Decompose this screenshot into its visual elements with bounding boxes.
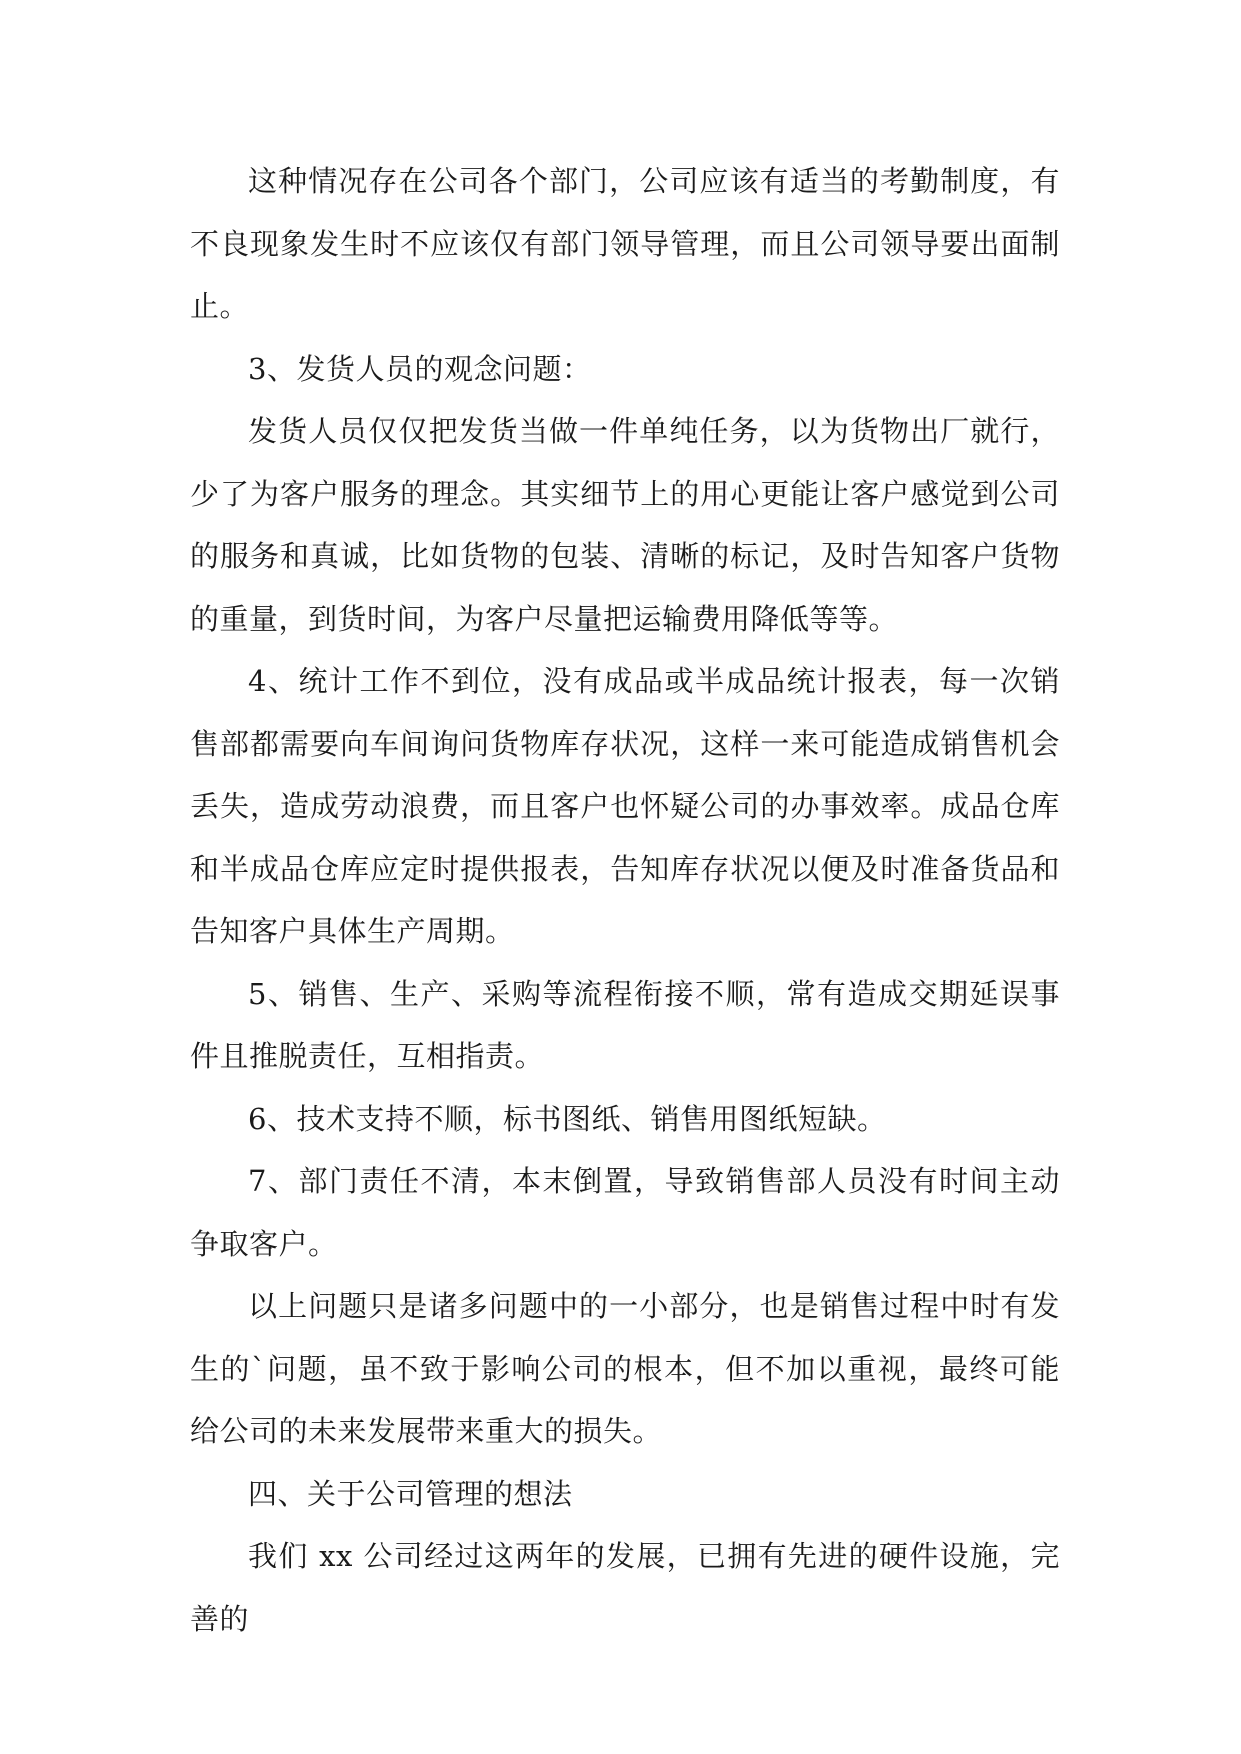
paragraph-technical-support: 6、技术支持不顺，标书图纸、销售用图纸短缺。 [248,1101,887,1136]
paragraph-responsibilities: 7、部门责任不清，本末倒置，导致销售部人员没有时间主动争取客户。 [190,1164,1060,1261]
paragraph-statistics: 4、统计工作不到位，没有成品或半成品统计报表，每一次销售部都需要向车间询问货物库存状况，这样一来可能造成销售机会丢失，造成劳动浪费，而且客户也怀疑公司的办事效率。成品仓库和半成品仓库应定时提供报表，告知库存状况以便及时准备货品和告知客户具体生产周期。 [190,664,1060,948]
document-body [190,150,1060,1650]
paragraph-attendance: 这种情况存在公司各个部门，公司应该有适当的考勤制度，有不良现象发生时不应该仅有部门领导管理，而且公司领导要出面制止。 [190,164,1060,323]
paragraph-company-development: 我们 xx 公司经过这两年的发展，已拥有先进的硬件设施，完善的 [190,1539,1060,1636]
paragraph-process-handover: 5、销售、生产、采购等流程衔接不顺，常有造成交期延误事件且推脱责任，互相指责。 [190,976,1060,1073]
heading-shipping-staff-concept: 3、发货人员的观念问题： [248,351,592,386]
paragraph-summary: 以上问题只是诸多问题中的一小部分，也是销售过程中时有发生的`问题，虽不致于影响公司的根本，但不加以重视，最终可能给公司的未来发展带来重大的损失。 [190,1289,1060,1448]
paragraph-shipping-staff: 发货人员仅仅把发货当做一件单纯任务，以为货物出厂就行，少了为客户服务的理念。其实细节上的用心更能让客户感觉到公司的服务和真诚，比如货物的包装、清晰的标记，及时告知客户货物的重量，到货时间，为客户尽量把运输费用降低等等。 [190,414,1060,636]
heading-management-ideas: 四、关于公司管理的想法 [248,1476,573,1511]
